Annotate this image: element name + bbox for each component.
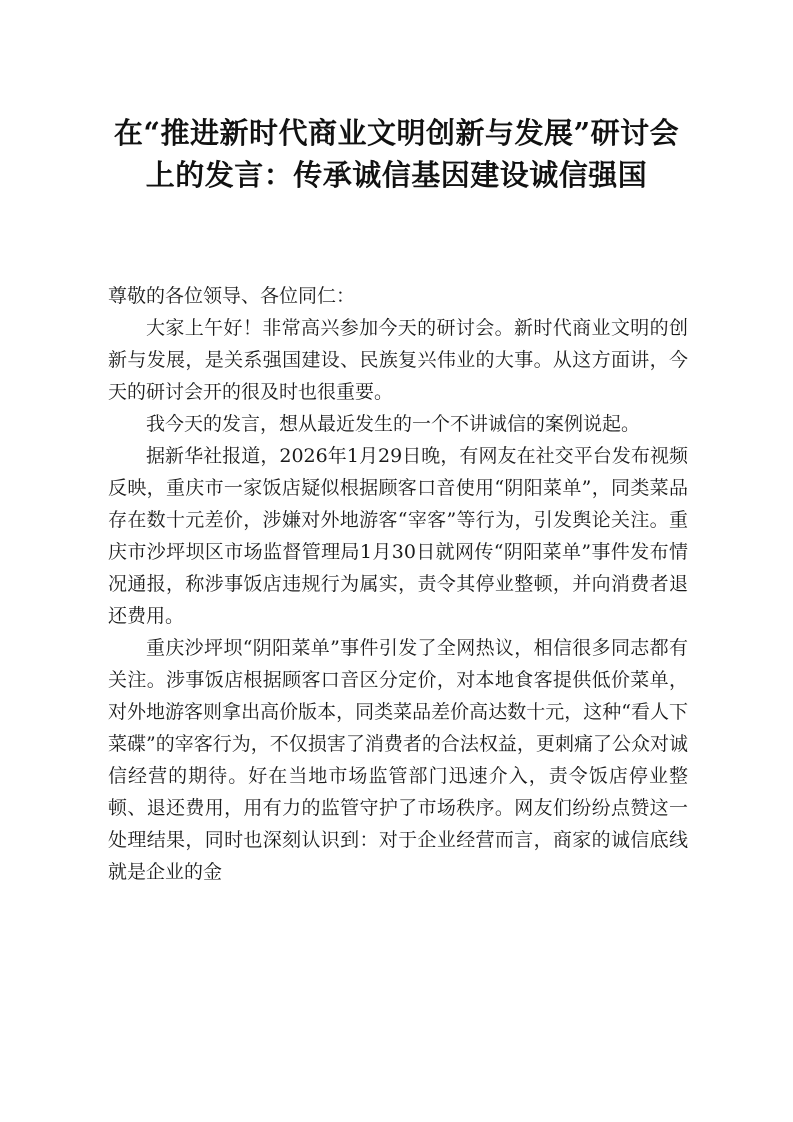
document-title: 在“推进新时代商业文明创新与发展”研讨会上的发言：传承诚信基因建设诚信强国 <box>113 116 680 192</box>
paragraph: 大家上午好！非常高兴参加今天的研讨会。新时代商业文明的创新与发展，是关系强国建设、民族复兴伟业的大事。从这方面讲，今天的研讨会开的很及时也很重要。 <box>108 317 688 403</box>
document-body <box>108 280 688 888</box>
salutation: 尊敬的各位领导、各位同仁： <box>108 285 356 307</box>
paragraph: 我今天的发言，想从最近发生的一个不讲诚信的案例说起。 <box>146 413 641 435</box>
paragraph: 重庆沙坪坝“阴阳菜单”事件引发了全网热议，相信很多同志都有关注。涉事饭店根据顾客口音区分定价，对本地食客提供低价菜单，对外地游客则拿出高价版本，同类菜品差价高达数十元，这种“看人下菜碟”的宰客行为，不仅损害了消费者的合法权益，更刺痛了公众对诚信经营的期待。好在当地市场监管部门迅速介入，责令饭店停业整顿、退还费用，用有力的监管守护了市场秩序。网友们纷纷点赞这一处理结果，同时也深刻认识到：对于企业经营而言，商家的诚信底线就是企业的金 <box>108 637 688 883</box>
paragraph: 据新华社报道，2026年1月29日晚，有网友在社交平台发布视频反映，重庆市一家饭店疑似根据顾客口音使用“阴阳菜单”，同类菜品存在数十元差价，涉嫌对外地游客“宰客”等行为，引发舆论关注。重庆市沙坪坝区市场监督管理局1月30日就网传“阴阳菜单”事件发布情况通报，称涉事饭店违规行为属实，责令其停业整顿，并向消费者退还费用。 <box>108 445 688 627</box>
